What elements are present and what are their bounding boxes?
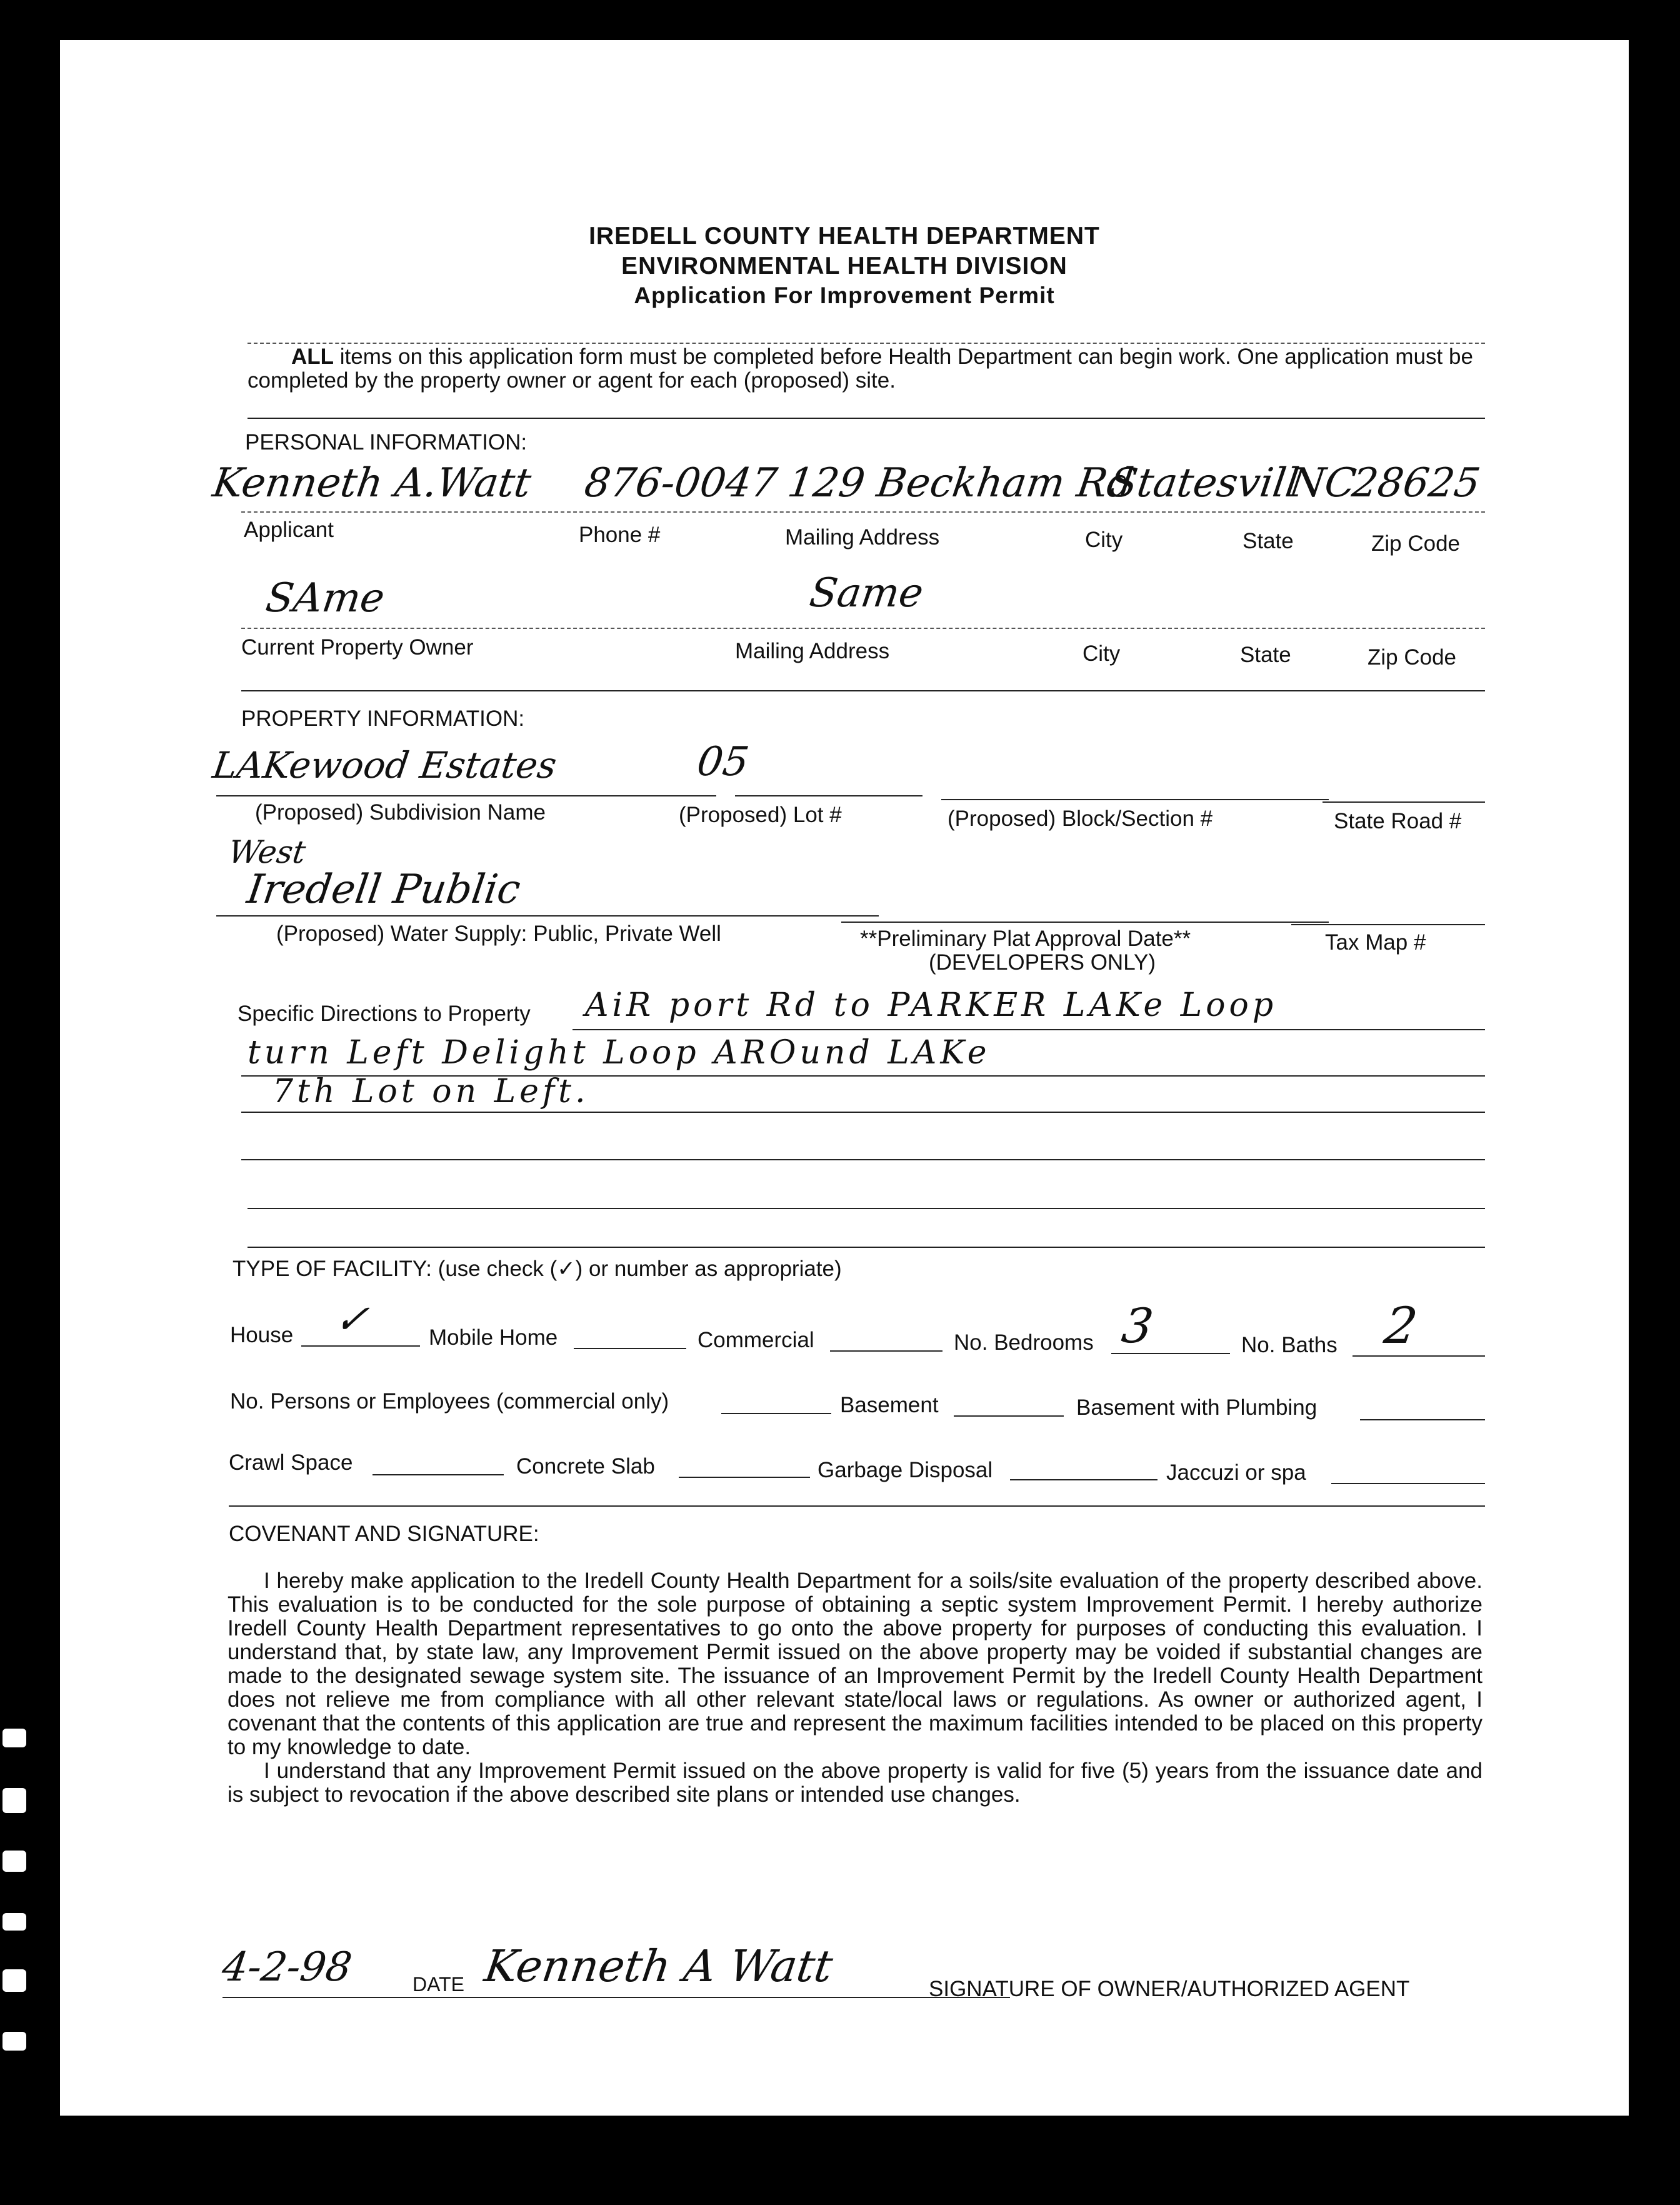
road-line [1322,801,1485,803]
city-value[interactable]: Statesvill [1106,460,1302,506]
applicant-line [241,511,1485,513]
directions-line [241,1159,1485,1160]
persons-label: No. Persons or Employees (commercial only) [230,1389,669,1414]
lot-label: (Proposed) Lot # [679,803,842,827]
divider [229,1505,1485,1507]
basement-plumbing-field[interactable] [1360,1419,1485,1420]
owner-line [241,628,1485,629]
owner-mailing-value[interactable]: Same [806,570,926,616]
lot-value[interactable]: 05 [694,739,752,785]
taxmap-label: Tax Map # [1325,930,1426,955]
margin-stamp: 0 0 0 7 5 5 [21,1794,54,2205]
state-value[interactable]: NC [1286,460,1359,506]
applicant-label: Applicant [244,518,334,542]
persons-field[interactable] [721,1413,831,1414]
road-label: State Road # [1334,809,1462,833]
crawl-field[interactable] [372,1474,504,1475]
zip-label: Zip Code [1371,531,1461,556]
department-title: IREDELL COUNTY HEALTH DEPARTMENT [589,223,1100,249]
garbage-field[interactable] [1010,1479,1158,1480]
owner-city-label: City [1082,641,1121,666]
slab-label: Concrete Slab [516,1454,655,1479]
jacuzzi-label: Jaccuzi or spa [1166,1460,1306,1485]
signature-label: SIGNATURE OF OWNER/AUTHORIZED AGENT [929,1977,1410,2001]
baths-field [1352,1355,1485,1357]
garbage-label: Garbage Disposal [818,1458,993,1482]
baths-value[interactable]: 2 [1381,1297,1421,1355]
developers-label: (DEVELOPERS ONLY) [929,950,1156,975]
basement-label: Basement [840,1393,939,1417]
date-label: DATE [412,1973,464,1996]
directions-value-line1[interactable]: AiR port Rd to PARKER LAKe Loop [585,987,1278,1024]
owner-mailing-label: Mailing Address [735,639,890,663]
divider [241,690,1485,691]
bedrooms-value[interactable]: 3 [1118,1298,1157,1354]
intro-rest: items on this application form must be completed before Health Department can begin work. One application must be completed by the property owner or agent for each (proposed) site. [248,344,1473,393]
directions-value-line2[interactable]: turn Left Delight Loop AROund LAKe [248,1034,991,1072]
covenant-heading: COVENANT AND SIGNATURE: [229,1522,539,1546]
facility-heading: TYPE OF FACILITY: (use check (✓) or number as appropriate) [232,1257,842,1281]
signature-line [222,1997,1010,1998]
mailing-value[interactable]: 129 Beckham Rd [784,460,1136,506]
divider [248,418,1485,419]
directions-line [572,1029,1485,1030]
bedrooms-label: No. Bedrooms [954,1330,1094,1355]
application-form [60,40,1629,2116]
plat-label: **Preliminary Plat Approval Date** [860,927,1191,951]
city-label: City [1085,528,1123,552]
signature-value[interactable]: Kenneth A Watt [481,1941,836,1992]
covenant-text [228,1569,1482,1807]
commercial-field[interactable] [830,1350,942,1352]
division-title: ENVIRONMENTAL HEALTH DIVISION [621,253,1068,279]
directions-value-line3[interactable]: 7th Lot on Left. [272,1073,589,1110]
phone-value[interactable]: 876-0047 [581,460,780,506]
subdivision-value[interactable]: LAKewood Estates [210,744,559,786]
intro-text [248,345,1491,393]
directions-line [248,1208,1485,1209]
jacuzzi-field[interactable] [1331,1483,1485,1484]
plat-line [841,922,1329,923]
water-value-line2[interactable]: Iredell Public [244,866,524,913]
owner-label: Current Property Owner [241,635,474,660]
water-value-line1[interactable]: West [226,834,308,870]
covenant-paragraph-1: I hereby make application to the Iredell County Health Department for a soils/site evaluation of the property described above. This evaluation is to be conducted for the sole purpose of obtaining a septic system Improvement Permit. I hereby authorize Iredell County Health Department representatives to go onto the above property for purposes of conducting this evaluation. I understand that, by state law, any Improvement Permit issued on the above property may be voided if substantial changes are made to the designated sewage system site. The issuance of an Improvement Permit by the Iredell County Health Department does not relieve me from compliance with all other relevant state/local laws or regulations. As owner or authorized agent, I covenant that the contents of this application are true and represent the maximum facilities intended to be placed on this property to my knowledge to date. [228,1569,1482,1759]
owner-zip-label: Zip Code [1368,645,1457,670]
house-label: House [230,1323,294,1347]
form-title: Application For Improvement Permit [634,283,1055,308]
house-field [301,1345,420,1347]
subdivision-line [216,795,716,796]
taxmap-line [1291,924,1485,925]
zip-value[interactable]: 28625 [1349,460,1483,506]
covenant-paragraph-2: I understand that any Improvement Permit issued on the above property is valid for five (5) years from the issuance date and is subject to revocation if the above described site plans or intended use changes. [228,1759,1482,1807]
intro-bold: ALL [291,344,334,369]
mailing-label: Mailing Address [785,525,940,550]
water-line [216,915,879,917]
subdivision-label: (Proposed) Subdivision Name [255,800,546,825]
owner-state-label: State [1240,643,1291,667]
date-value[interactable]: 4-2-98 [219,1944,355,1991]
mobile-label: Mobile Home [429,1325,558,1350]
divider [248,343,1485,344]
divider [248,1247,1485,1248]
block-label: (Proposed) Block/Section # [948,806,1213,831]
personal-info-heading: PERSONAL INFORMATION: [245,430,528,455]
basement-field[interactable] [954,1415,1064,1417]
property-info-heading: PROPERTY INFORMATION: [241,706,525,731]
directions-label: Specific Directions to Property [238,1002,531,1026]
slab-field[interactable] [679,1477,810,1478]
basement-plumbing-label: Basement with Plumbing [1076,1395,1318,1420]
lot-line [735,795,922,796]
baths-label: No. Baths [1241,1333,1338,1357]
house-check[interactable]: ✓ [331,1297,372,1343]
water-label: (Proposed) Water Supply: Public, Private Well [276,922,721,946]
state-label: State [1242,529,1294,553]
crawl-label: Crawl Space [229,1450,353,1475]
owner-value[interactable]: SAme [262,575,388,621]
applicant-value[interactable]: Kenneth A.Watt [209,460,534,506]
block-line [941,799,1329,800]
phone-label: Phone # [579,523,661,547]
mobile-field[interactable] [574,1348,686,1349]
commercial-label: Commercial [698,1328,814,1352]
directions-line [241,1112,1485,1113]
